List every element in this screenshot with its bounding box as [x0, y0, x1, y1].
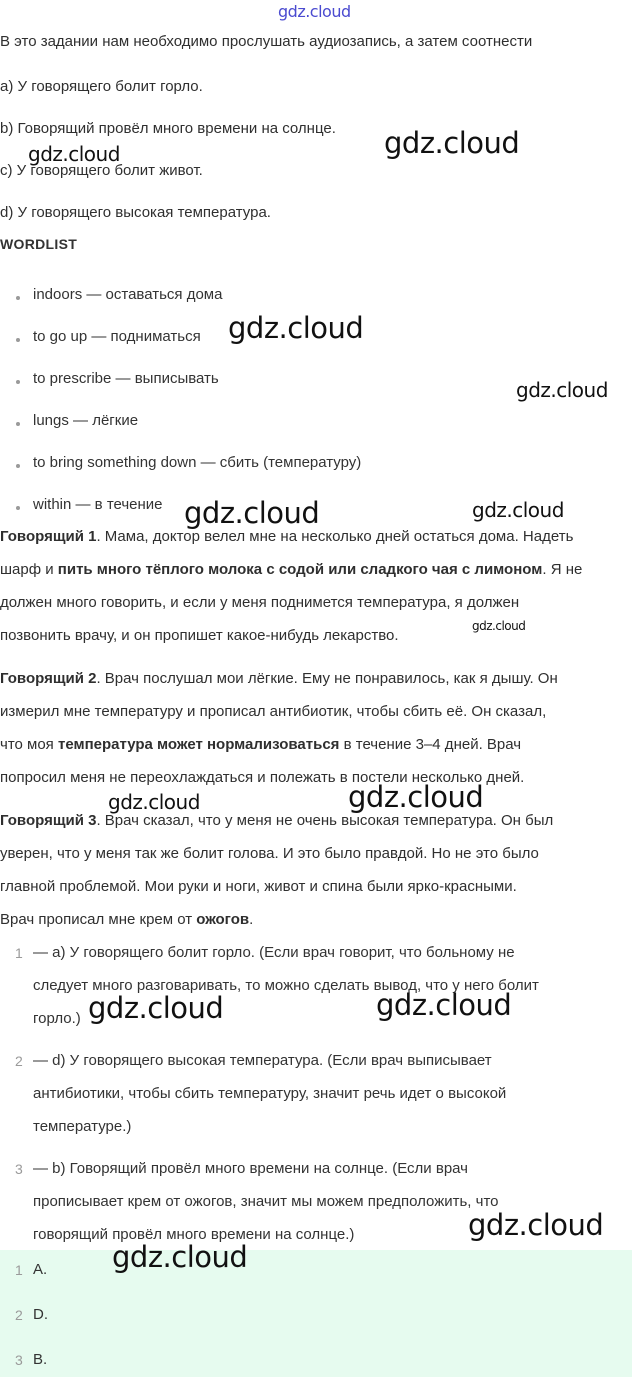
- explanation-line: — a) У говорящего болит горло. (Если врач говорит, что больному не: [33, 944, 515, 961]
- explanation-line: температуре.): [33, 1118, 132, 1135]
- watermark: gdz.cloud: [468, 1208, 604, 1242]
- watermark: gdz.cloud: [472, 619, 526, 633]
- explanation-line: — b) Говорящий провёл много времени на солнце. (Если врач: [33, 1160, 468, 1177]
- speaker3-line2: уверен, что у меня так же болит голова. И это было правдой. Но не это было: [0, 845, 539, 862]
- watermark: gdz.cloud: [228, 311, 364, 345]
- watermark: gdz.cloud: [384, 126, 520, 160]
- crop-divider: [0, 62, 632, 70]
- option-d: d) У говорящего высокая температура.: [0, 204, 271, 221]
- explanation-line: — d) У говорящего высокая температура. (Если врач выписывает: [33, 1052, 492, 1069]
- bullet: [16, 422, 20, 426]
- wordlist-item: to go up — подниматься: [33, 328, 201, 345]
- option-b: b) Говорящий провёл много времени на солнце.: [0, 120, 336, 137]
- watermark: gdz.cloud: [472, 498, 564, 522]
- speaker1-line3: должен много говорить, и если у меня поднимется температура, я должен: [0, 594, 520, 611]
- explanation-line: прописывает крем от ожогов, значит мы можем предположить, что: [33, 1193, 499, 1210]
- speaker3-label: Говорящий 3: [0, 812, 97, 829]
- answer-value: D.: [33, 1306, 48, 1323]
- top-watermark: gdz.cloud: [278, 2, 351, 21]
- watermark: gdz.cloud: [28, 142, 120, 166]
- wordlist-item: lungs — лёгкие: [33, 412, 139, 429]
- bullet: [16, 464, 20, 468]
- speaker1-label: Говорящий 1: [0, 528, 97, 545]
- speaker3-line1: Говорящий 3. Врач сказал, что у меня не очень высокая температура. Он был: [0, 812, 554, 829]
- watermark: gdz.cloud: [376, 988, 512, 1022]
- explanation-number: 1: [15, 945, 23, 961]
- watermark: gdz.cloud: [108, 790, 200, 814]
- explanation-number: 2: [15, 1053, 23, 1069]
- watermark: gdz.cloud: [112, 1240, 248, 1274]
- watermark: gdz.cloud: [516, 378, 608, 402]
- explanation-number: 3: [15, 1161, 23, 1177]
- speaker1-line2: шарф и пить много тёплого молока с содой или сладкого чая с лимоном. Я не: [0, 561, 583, 578]
- watermark: gdz.cloud: [88, 991, 224, 1025]
- answer-value: B.: [33, 1351, 48, 1368]
- bullet: [16, 380, 20, 384]
- speaker3-line3: главной проблемой. Мои руки и ноги, живот и спина были ярко-красными.: [0, 878, 517, 895]
- answer-box: [0, 1250, 632, 1377]
- wordlist-item: indoors — оставаться дома: [33, 286, 223, 303]
- answer-number: 1: [15, 1262, 23, 1278]
- speaker2-label: Говорящий 2: [0, 670, 97, 687]
- speaker3-line4: Врач прописал мне крем от ожогов.: [0, 911, 254, 928]
- intro-text: В это задании нам необходимо прослушать аудиозапись, а затем соотнести: [0, 33, 533, 50]
- answer-number: 2: [15, 1307, 23, 1323]
- option-a: a) У говорящего болит горло.: [0, 78, 203, 95]
- wordlist-item: to bring something down — сбить (температуру): [33, 454, 362, 471]
- option-c: c) У говорящего болит живот.: [0, 162, 203, 179]
- watermark: gdz.cloud: [184, 496, 320, 530]
- speaker2-line4: попросил меня не переохлаждаться и полежать в постели несколько дней.: [0, 769, 525, 786]
- answer-value: A.: [33, 1261, 48, 1278]
- bullet: [16, 506, 20, 510]
- speaker2-line1: Говорящий 2. Врач послушал мои лёгкие. Ему не понравилось, как я дышу. Он: [0, 670, 558, 687]
- wordlist-heading: WORDLIST: [0, 236, 78, 252]
- speaker1-line1: Говорящий 1. Мама, доктор велел мне на несколько дней остаться дома. Надеть: [0, 528, 574, 545]
- watermark: gdz.cloud: [348, 780, 484, 814]
- explanation-line: антибиотики, чтобы сбить температуру, значит речь идет о высокой: [33, 1085, 507, 1102]
- wordlist-item: within — в течение: [33, 496, 163, 513]
- speaker2-line2: измерил мне температуру и прописал антибиотик, чтобы сбить её. Он сказал,: [0, 703, 547, 720]
- explanation-line: следует много разговаривать, то можно сделать вывод, что у него болит: [33, 977, 539, 994]
- answer-number: 3: [15, 1352, 23, 1368]
- bullet: [16, 338, 20, 342]
- wordlist-item: to prescribe — выписывать: [33, 370, 219, 387]
- speaker1-line4: позвонить врачу, и он пропишет какое-нибудь лекарство.: [0, 627, 399, 644]
- bullet: [16, 296, 20, 300]
- speaker2-line3: что моя температура может нормализоваться в течение 3–4 дней. Врач: [0, 736, 522, 753]
- explanation-line: говорящий провёл много времени на солнце.): [33, 1226, 355, 1243]
- explanation-line: горло.): [33, 1010, 81, 1027]
